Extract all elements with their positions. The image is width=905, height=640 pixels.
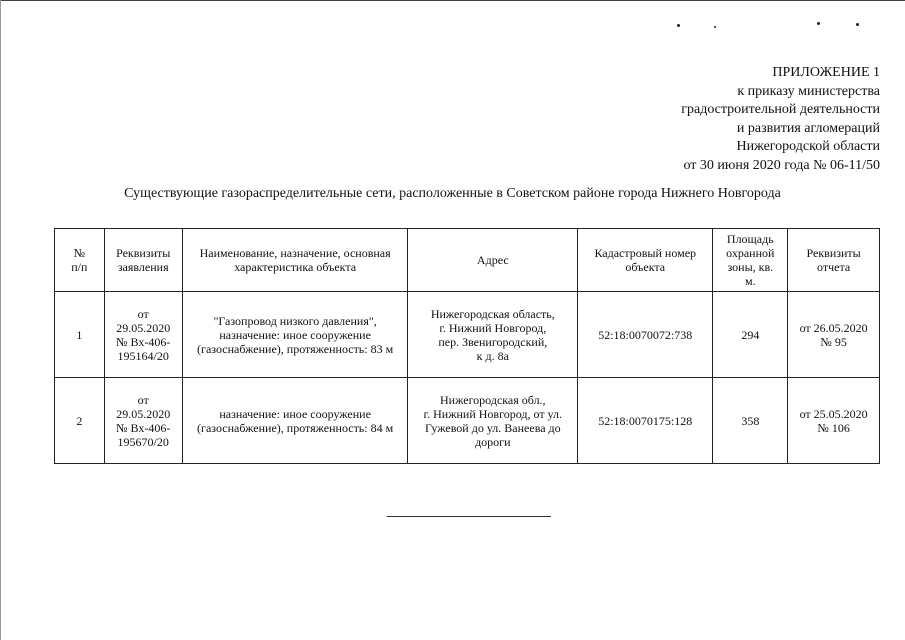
- cell-area: 358: [713, 378, 788, 464]
- header-name: Наименование, назначение, основная характеристика объекта: [182, 229, 408, 292]
- header-num: № п/п: [55, 229, 105, 292]
- table-header-row: [55, 229, 880, 292]
- scan-speck: [856, 23, 859, 26]
- closing-rule: [387, 516, 551, 517]
- approval-line: Нижегородской области: [736, 139, 880, 155]
- cell-area: 294: [713, 292, 788, 378]
- header-report: Реквизиты отчета: [788, 229, 880, 292]
- cell-name: назначение: иное сооружение (газоснабжение), протяженность: 84 м: [182, 378, 408, 464]
- table-row: [55, 378, 880, 464]
- cell-num: 2: [55, 378, 105, 464]
- scan-left-edge: [0, 0, 1, 640]
- header-address: Адрес: [408, 229, 578, 292]
- approval-line: к приказу министерства: [737, 83, 880, 99]
- scan-speck: [714, 26, 716, 28]
- header-request: Реквизиты заявления: [104, 229, 182, 292]
- scan-speck: [677, 24, 680, 27]
- gas-networks-table: [54, 228, 880, 464]
- cell-report: от 26.05.2020 № 95: [788, 292, 880, 378]
- header-cadastral: Кадастровый номер объекта: [578, 229, 713, 292]
- cell-cadastral: 52:18:0070072:738: [578, 292, 713, 378]
- cell-name: "Газопровод низкого давления", назначение: иное сооружение (газоснабжение), протяженность: 83 м: [182, 292, 408, 378]
- cell-num: 1: [55, 292, 105, 378]
- scan-top-edge: [0, 0, 905, 1]
- scan-speck: [817, 22, 820, 25]
- cell-report: от 25.05.2020 № 106: [788, 378, 880, 464]
- cell-request: от 29.05.2020 № Вх-406- 195164/20: [104, 292, 182, 378]
- approval-line: ПРИЛОЖЕНИЕ 1: [772, 65, 880, 80]
- approval-line: градостроительной деятельности: [681, 102, 880, 118]
- approval-line: от 30 июня 2020 года № 06-11/50: [683, 157, 880, 173]
- table-row: [55, 292, 880, 378]
- header-area: Площадь охранной зоны, кв. м.: [713, 229, 788, 292]
- approval-block: [681, 64, 880, 176]
- cell-request: от 29.05.2020 № Вх-406- 195670/20: [104, 378, 182, 464]
- cell-address: Нижегородская область, г. Нижний Новгород, пер. Звенигородский, к д. 8а: [408, 292, 578, 378]
- document-title: Существующие газораспределительные сети, расположенные в Советском районе города Нижнего Новгорода: [124, 186, 781, 201]
- approval-line: и развития агломераций: [736, 120, 880, 136]
- cell-address: Нижегородская обл., г. Нижний Новгород, от ул. Гужевой до ул. Ванеева до дороги: [408, 378, 578, 464]
- cell-cadastral: 52:18:0070175:128: [578, 378, 713, 464]
